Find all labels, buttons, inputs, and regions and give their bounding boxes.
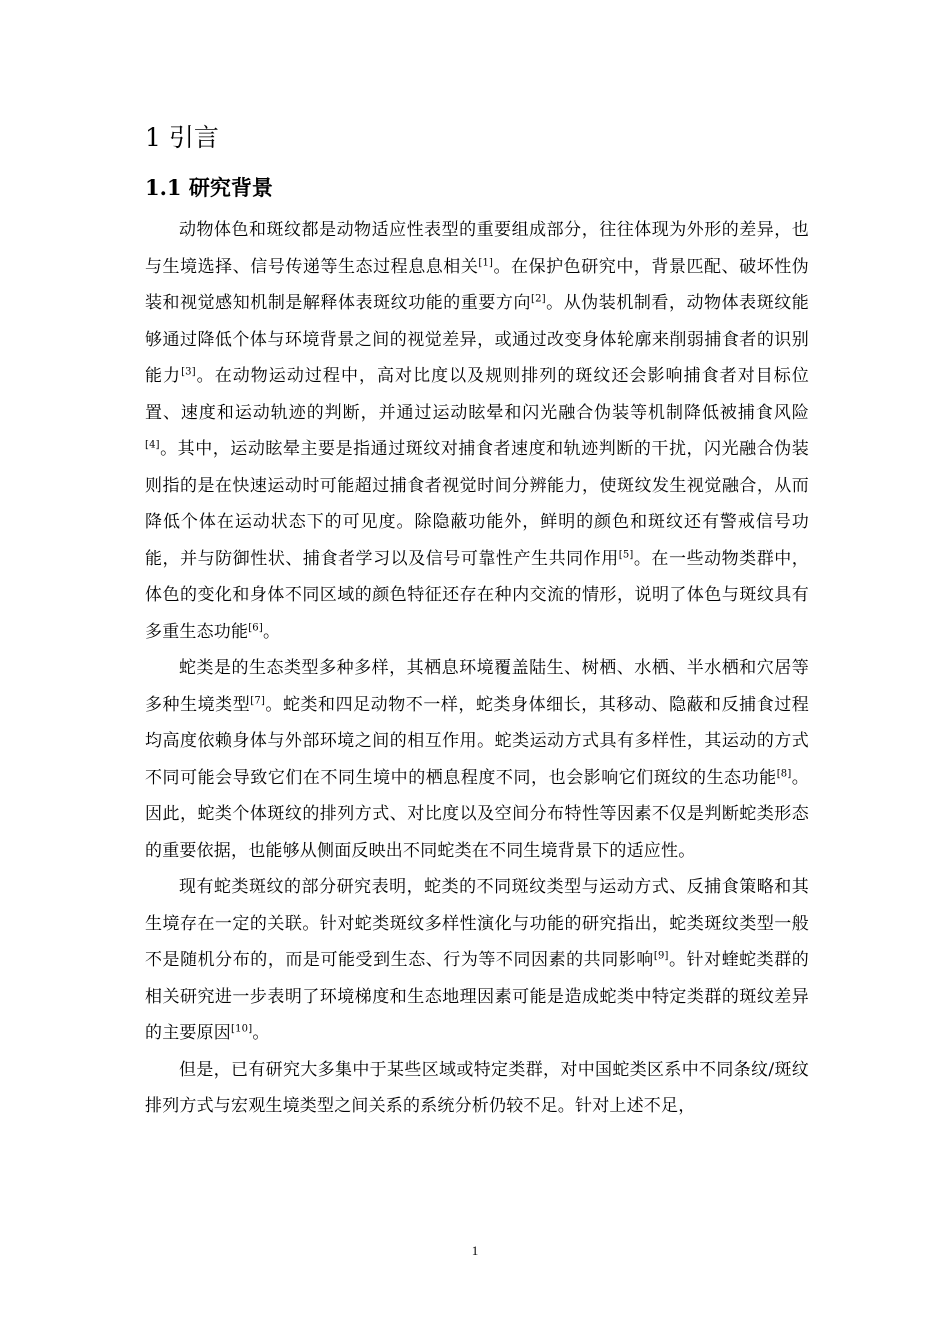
paragraph: 现有蛇类斑纹的部分研究表明，蛇类的不同斑纹类型与运动方式、反捕食策略和其生境存在一定的关联。针对蛇类斑纹多样性演化与功能的研究指出，蛇类斑纹类型一般不是随机分布的，而是可能受到生态、行为等不同因素的共同影响[9]。针对蝰蛇类群的相关研究进一步表明了环境梯度和生态地理因素可能是造成蛇类中特定类群的斑纹差异的主要原因[10]。: [145, 877, 809, 1043]
citation-marker: [4]: [145, 439, 160, 451]
citation-marker: [5]: [618, 548, 634, 560]
citation-marker: [2]: [531, 293, 546, 305]
body-text: [145, 212, 809, 1125]
citation-marker: [3]: [181, 366, 196, 378]
paragraph: 但是，已有研究大多集中于某些区域或特定类群，对中国蛇类区系中不同条纹/斑纹排列方式与宏观生境类型之间关系的系统分析仍较不足。针对上述不足，: [145, 1059, 809, 1116]
page-number: 1: [471, 1243, 479, 1258]
section-heading: 1.1 研究背景: [145, 175, 273, 200]
citation-marker: [6]: [248, 621, 263, 633]
citation-marker: [10]: [231, 1023, 253, 1035]
paragraph: 动物体色和斑纹都是动物适应性表型的重要组成部分，往往体现为外形的差异，也与生境选择、信号传递等生态过程息息相关[1]。在保护色研究中，背景匹配、破坏性伪装和视觉感知机制是解释体表斑纹功能的重要方向[2]。从伪装机制看，动物体表斑纹能够通过降低个体与环境背景之间的视觉差异，或通过改变身体轮廓来削弱捕食者的识别能力[3]。在动物运动过程中，高对比度以及规则排列的斑纹还会影响捕食者对目标位置、速度和运动轨迹的判断，并通过运动眩晕和闪光融合伪装等机制降低被捕食风险[4]。其中，运动眩晕主要是指通过斑纹对捕食者速度和轨迹判断的干扰，闪光融合伪装则指的是在快速运动时可能超过捕食者视觉时间分辨能力，使斑纹发生视觉融合，从而降低个体在运动状态下的可见度。除隐蔽功能外，鲜明的颜色和斑纹还有警戒信号功能，并与防御性状、捕食者学习以及信号可靠性产生共同作用[5]。在一些动物类群中，体色的变化和身体不同区域的颜色特征还存在种内交流的情形，说明了体色与斑纹具有多重生态功能[6]。: [145, 220, 809, 642]
citation-marker: [9]: [653, 950, 669, 962]
citation-marker: [8]: [776, 767, 792, 779]
citation-marker: [1]: [478, 256, 494, 268]
chapter-heading: 1 引言: [145, 123, 219, 152]
citation-marker: [7]: [250, 694, 266, 706]
paragraph: 蛇类是的生态类型多种多样，其栖息环境覆盖陆生、树栖、水栖、半水栖和穴居等多种生境类型[7]。蛇类和四足动物不一样，蛇类身体细长，其移动、隐蔽和反捕食过程均高度依赖身体与外部环境之间的相互作用。蛇类运动方式具有多样性，其运动的方式不同可能会导致它们在不同生境中的栖息程度不同，也会影响它们斑纹的生态功能[8]。因此，蛇类个体斑纹的排列方式、对比度以及空间分布特性等因素不仅是判断蛇类形态的重要依据，也能够从侧面反映出不同蛇类在不同生境背景下的适应性。: [145, 658, 810, 861]
